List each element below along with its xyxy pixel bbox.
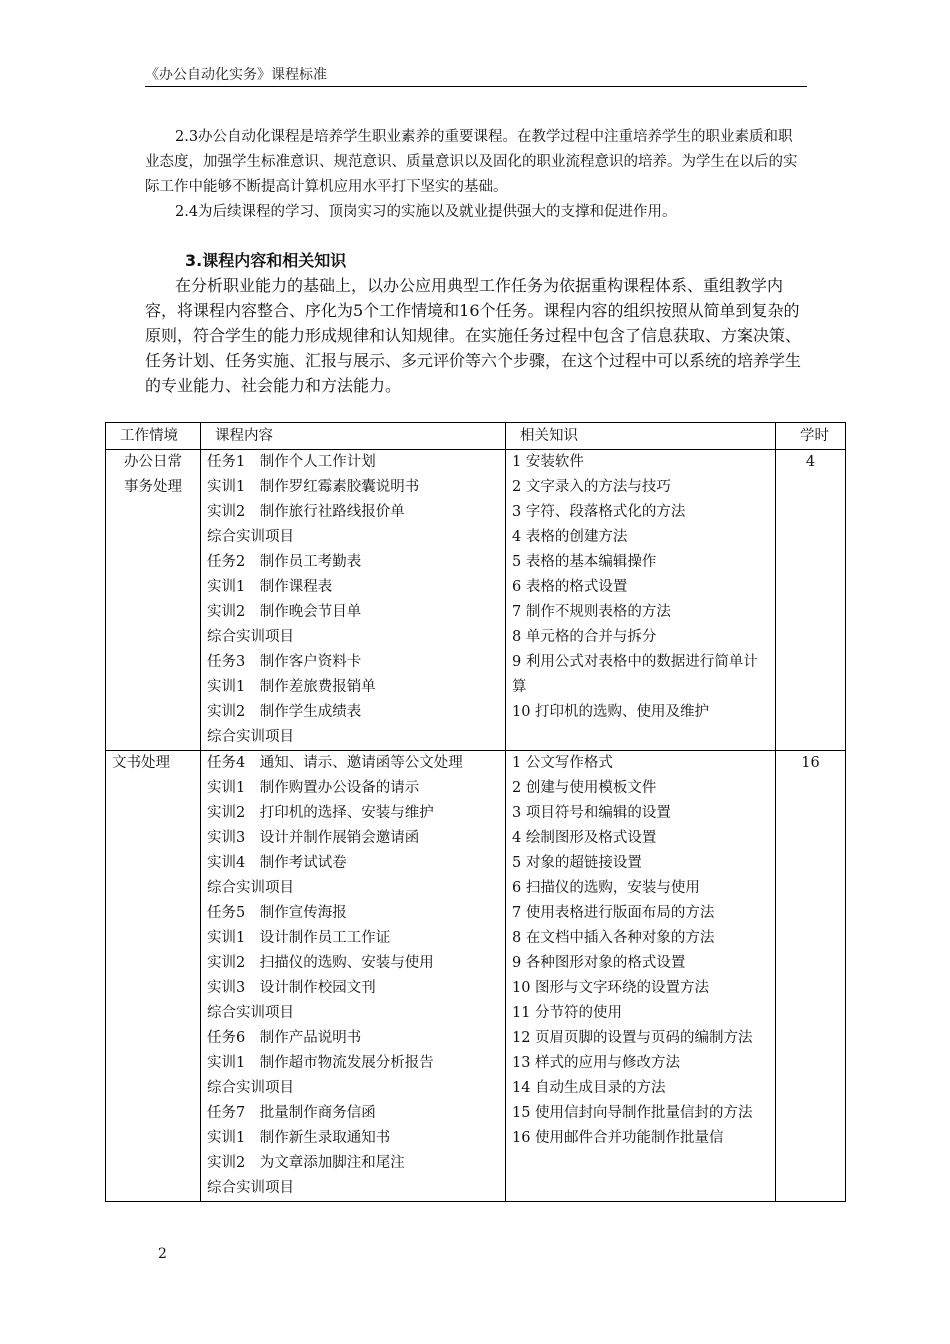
content-item: 实训1 设计制作员工工作证 <box>207 930 391 946</box>
content-item: 任务2 制作员工考勤表 <box>207 554 362 570</box>
content-item: 综合实训项目 <box>207 529 294 545</box>
situation-line: 文书处理 <box>112 755 170 771</box>
content-item: 任务1 制作个人工作计划 <box>207 454 376 470</box>
content-item: 任务4 通知、请示、邀请函等公文处理 <box>207 755 463 771</box>
knowledge-cell <box>506 751 776 1202</box>
situation-line: 事务处理 <box>124 479 182 495</box>
knowledge-item: 1 安装软件 <box>512 454 584 470</box>
section-3-title: 3.课程内容和相关知识 <box>185 251 347 270</box>
content-item: 实训2 制作晚会节目单 <box>207 604 362 620</box>
content-item: 综合实训项目 <box>207 1005 294 1021</box>
page-number: 2 <box>158 1246 167 1262</box>
content-item: 综合实训项目 <box>207 629 294 645</box>
knowledge-item: 14 自动生成目录的方法 <box>512 1080 666 1096</box>
content-cell <box>201 751 506 1202</box>
knowledge-item: 11 分节符的使用 <box>512 1005 623 1021</box>
content-cell <box>201 450 506 751</box>
knowledge-item: 7 使用表格进行版面布局的方法 <box>512 905 715 921</box>
knowledge-item: 9 各种图形对象的格式设置 <box>512 955 686 971</box>
content-item: 实训1 制作课程表 <box>207 579 333 595</box>
knowledge-item: 12 页眉页脚的设置与页码的编制方法 <box>512 1030 753 1046</box>
content-item: 实训1 制作超市物流发展分析报告 <box>207 1055 434 1071</box>
content-item: 任务3 制作客户资料卡 <box>207 654 362 670</box>
content-item: 实训3 设计制作校园文刊 <box>207 980 376 996</box>
knowledge-item: 4 绘制图形及格式设置 <box>512 830 657 846</box>
content-item: 实训1 制作差旅费报销单 <box>207 679 376 695</box>
content-item: 实训2 制作旅行社路线报价单 <box>207 504 405 520</box>
knowledge-item: 4 表格的创建方法 <box>512 529 628 545</box>
knowledge-item: 15 使用信封向导制作批量信封的方法 <box>512 1105 753 1121</box>
header-content: 课程内容 <box>201 423 506 450</box>
content-item: 综合实训项目 <box>207 1180 294 1196</box>
content-item: 综合实训项目 <box>207 1080 294 1096</box>
section-3-paragraph: 在分析职业能力的基础上，以办公应用典型工作任务为依据重构课程体系、重组教学内容，将课程内容整合、序化为5个工作情境和16个任务。课程内容的组织按照从简单到复杂的原则，符合学生的能力形成规律和认知规律。在实施任务过程中包含了信息获取、方案决策、任务计划、任务实施、汇报与展示、多元评价等六个步骤，在这个过程中可以系统的培养学生的专业能力、社会能力和方法能力。 <box>145 276 802 395</box>
course-content-table <box>105 422 846 1202</box>
intro-section <box>145 125 807 225</box>
knowledge-item: 3 字符、段落格式化的方法 <box>512 504 686 520</box>
situation-line: 办公日常 <box>124 454 182 470</box>
content-item: 实训2 制作学生成绩表 <box>207 704 362 720</box>
running-header: 《办公自动化实务》课程标准 <box>145 67 327 83</box>
table-row <box>106 751 846 1202</box>
header-knowledge: 相关知识 <box>506 423 776 450</box>
content-item: 综合实训项目 <box>207 880 294 896</box>
content-item: 实训2 打印机的选择、安装与维护 <box>207 805 434 821</box>
content-item: 任务7 批量制作商务信函 <box>207 1105 376 1121</box>
knowledge-item: 9 利用公式对表格中的数据进行简单计算 <box>512 654 758 695</box>
content-item: 任务5 制作宣传海报 <box>207 905 347 921</box>
knowledge-item: 2 文字录入的方法与技巧 <box>512 479 671 495</box>
content-item: 综合实训项目 <box>207 729 294 745</box>
content-item: 实训4 制作考试试卷 <box>207 855 347 871</box>
header-situation: 工作情境 <box>106 423 201 450</box>
hours-cell: 4 <box>776 450 846 751</box>
knowledge-item: 8 单元格的合并与拆分 <box>512 629 657 645</box>
knowledge-item: 2 创建与使用模板文件 <box>512 780 657 796</box>
table-row <box>106 450 846 751</box>
knowledge-item: 8 在文档中插入各种对象的方法 <box>512 930 715 946</box>
section-3-body <box>145 273 807 398</box>
knowledge-item: 1 公文写作格式 <box>512 755 613 771</box>
knowledge-item: 6 表格的格式设置 <box>512 579 628 595</box>
knowledge-item: 7 制作不规则表格的方法 <box>512 604 671 620</box>
knowledge-item: 16 使用邮件合并功能制作批量信 <box>512 1130 724 1146</box>
knowledge-item: 10 打印机的选购、使用及维护 <box>512 704 710 720</box>
content-item: 实训3 设计并制作展销会邀请函 <box>207 830 420 846</box>
knowledge-item: 10 图形与文字环绕的设置方法 <box>512 980 710 996</box>
paragraph-2-3: 2.3办公自动化课程是培养学生职业素养的重要课程。在教学过程中注重培养学生的职业素质和职业态度，加强学生标准意识、规范意识、质量意识以及固化的职业流程意识的培养。为学生在以后的实际工作中能够不断提高计算机应用水平打下坚实的基础。 <box>145 129 798 195</box>
content-item: 任务6 制作产品说明书 <box>207 1030 362 1046</box>
knowledge-item: 3 项目符号和编辑的设置 <box>512 805 671 821</box>
hours-cell: 16 <box>776 751 846 1202</box>
content-item: 实训1 制作新生录取通知书 <box>207 1130 391 1146</box>
content-item: 实训2 扫描仪的选购、安装与使用 <box>207 955 434 971</box>
header-hours: 学时 <box>776 423 846 450</box>
knowledge-cell <box>506 450 776 751</box>
knowledge-item: 13 样式的应用与修改方法 <box>512 1055 681 1071</box>
table-header-row <box>106 423 846 450</box>
content-item: 实训1 制作罗红霉素胶囊说明书 <box>207 479 420 495</box>
paragraph-2-4: 2.4为后续课程的学习、顶岗实习的实施以及就业提供强大的支撑和促进作用。 <box>175 204 677 220</box>
content-item: 实训2 为文章添加脚注和尾注 <box>207 1155 405 1171</box>
knowledge-item: 5 表格的基本编辑操作 <box>512 554 657 570</box>
knowledge-item: 5 对象的超链接设置 <box>512 855 642 871</box>
content-item: 实训1 制作购置办公设备的请示 <box>207 780 420 796</box>
situation-cell <box>106 450 201 751</box>
situation-cell <box>106 751 201 1202</box>
header-rule <box>145 86 807 87</box>
knowledge-item: 6 扫描仪的选购，安装与使用 <box>512 880 700 896</box>
